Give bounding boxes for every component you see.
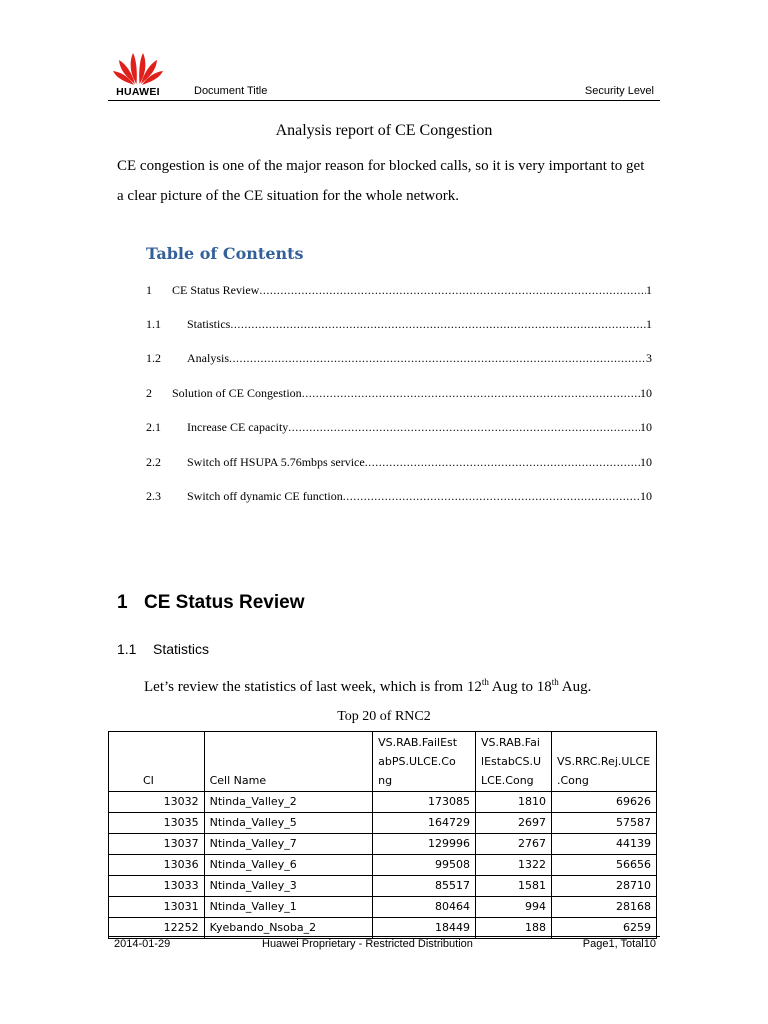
- toc-item-page: 1: [646, 283, 652, 297]
- table-cell: 80464: [373, 897, 476, 918]
- toc-item[interactable]: [146, 455, 652, 471]
- table-column-header: [109, 732, 205, 792]
- toc-leader-dots: [302, 386, 640, 401]
- table-cell: 13033: [109, 876, 205, 897]
- subsection-number: 1.1: [117, 641, 137, 657]
- table-cell: 2767: [476, 834, 552, 855]
- report-title: Analysis report of CE Congestion: [275, 122, 493, 139]
- footer-page-number: Page1, Total10: [582, 938, 656, 950]
- table-cell: Kyebando_Nsoba_2: [204, 918, 373, 939]
- section-number: 1: [117, 592, 128, 613]
- toc-item-label: Switch off HSUPA 5.76mbps service: [187, 455, 365, 469]
- toc-item[interactable]: [146, 420, 652, 436]
- page-header: [108, 50, 660, 101]
- subsection-title: Statistics: [153, 641, 210, 657]
- table-row: [109, 834, 657, 855]
- table-cell: 173085: [373, 792, 476, 813]
- toc-item[interactable]: [146, 489, 652, 505]
- toc-item-label: CE Status Review: [172, 283, 260, 297]
- intro-paragraph: CE congestion is one of the major reason for blocked calls, so it is very important to get a clear picture of the CE situation for the whole network.: [117, 158, 645, 204]
- toc-item[interactable]: [146, 351, 652, 367]
- toc-item-label: Switch off dynamic CE function: [187, 489, 343, 503]
- logo-text: HUAWEI: [116, 86, 160, 98]
- toc-item-number: 2.1: [146, 420, 161, 434]
- toc-heading: Table of Contents: [146, 244, 304, 263]
- huawei-petals-icon: [108, 50, 168, 86]
- toc-item-number: 2: [146, 386, 152, 400]
- table-cell: 1810: [476, 792, 552, 813]
- page-footer: [108, 936, 660, 953]
- toc-item-page: 10: [640, 420, 652, 434]
- document-title: Document Title: [194, 85, 268, 97]
- statistics-table: [108, 731, 657, 939]
- header-line: VS.RRC.Rej.ULCE: [556, 755, 651, 768]
- table-cell: 13035: [109, 813, 205, 834]
- table-cell: Ntinda_Valley_7: [204, 834, 373, 855]
- table-cell: Ntinda_Valley_6: [204, 855, 373, 876]
- table-cell: 188: [476, 918, 552, 939]
- toc-item-page: 3: [646, 351, 652, 365]
- header-line: CI: [143, 774, 154, 787]
- footer-distribution: Huawei Proprietary - Restricted Distribution: [262, 938, 473, 950]
- table-cell: 44139: [551, 834, 656, 855]
- table-cell: 28168: [551, 897, 656, 918]
- table-cell: Ntinda_Valley_2: [204, 792, 373, 813]
- table-cell: 28710: [551, 876, 656, 897]
- table-column-header: [551, 732, 656, 792]
- table-column-header: [373, 732, 476, 792]
- toc-item-label: Increase CE capacity: [187, 420, 289, 434]
- table-column-header: [204, 732, 373, 792]
- section-title: CE Status Review: [144, 592, 305, 613]
- table-row: [109, 897, 657, 918]
- toc-item-number: 1.1: [146, 317, 161, 331]
- table-header-row: [109, 732, 657, 792]
- toc-item-label: Statistics: [187, 317, 231, 331]
- toc-leader-dots: [343, 489, 640, 504]
- table-cell: 69626: [551, 792, 656, 813]
- toc-item-page: 10: [640, 386, 652, 400]
- header-line: Cell Name: [209, 774, 267, 787]
- toc-item-number: 2.2: [146, 455, 161, 469]
- toc-leader-dots: [230, 317, 646, 332]
- header-line: abPS.ULCE.Co: [378, 755, 456, 768]
- table-cell: 164729: [373, 813, 476, 834]
- table-cell: Ntinda_Valley_5: [204, 813, 373, 834]
- header-line: VS.RAB.Fai: [481, 736, 540, 749]
- table-caption: Top 20 of RNC2: [337, 709, 431, 724]
- table-cell: 1322: [476, 855, 552, 876]
- table-cell: 13031: [109, 897, 205, 918]
- toc-item-number: 2.3: [146, 489, 161, 503]
- table-cell: 129996: [373, 834, 476, 855]
- table-cell: Ntinda_Valley_3: [204, 876, 373, 897]
- header-line: .Cong: [556, 774, 589, 787]
- table-column-header: [476, 732, 552, 792]
- toc-item[interactable]: [146, 386, 652, 402]
- table-cell: 13032: [109, 792, 205, 813]
- header-line: LCE.Cong: [481, 774, 534, 787]
- toc-item-label: Solution of CE Congestion: [172, 386, 302, 400]
- table-cell: 13036: [109, 855, 205, 876]
- table-cell: Ntinda_Valley_1: [204, 897, 373, 918]
- table-cell: 56656: [551, 855, 656, 876]
- toc-item-page: 10: [640, 455, 652, 469]
- toc-item[interactable]: [146, 317, 652, 333]
- toc-leader-dots: [229, 351, 646, 366]
- header-line: ng: [378, 774, 393, 787]
- toc-leader-dots: [288, 420, 640, 435]
- table-cell: 99508: [373, 855, 476, 876]
- toc-leader-dots: [365, 455, 640, 470]
- table-cell: 57587: [551, 813, 656, 834]
- table-cell: 6259: [551, 918, 656, 939]
- toc-item-label: Analysis: [187, 351, 229, 365]
- table-cell: 2697: [476, 813, 552, 834]
- toc-item-number: 1: [146, 283, 152, 297]
- statistics-paragraph: Let’s review the statistics of last week, which is from 12th Aug to 18th Aug.: [144, 677, 592, 695]
- header-line: lEstabCS.U: [481, 755, 542, 768]
- toc-item-number: 1.2: [146, 351, 161, 365]
- footer-date: 2014-01-29: [114, 938, 171, 950]
- toc-leader-dots: [259, 283, 646, 298]
- table-row: [109, 855, 657, 876]
- table-cell: 1581: [476, 876, 552, 897]
- security-level: Security Level: [584, 85, 654, 97]
- toc-item-page: 1: [646, 317, 652, 331]
- toc-item-page: 10: [640, 489, 652, 503]
- table-cell: 13037: [109, 834, 205, 855]
- header-line: VS.RAB.FailEst: [378, 736, 458, 749]
- table-cell: 85517: [373, 876, 476, 897]
- table-cell: 12252: [109, 918, 205, 939]
- toc-item[interactable]: [146, 283, 652, 299]
- table-row: [109, 792, 657, 813]
- section-heading-ce-status-review: [117, 592, 305, 614]
- huawei-logo: [108, 50, 168, 100]
- table-row: [109, 813, 657, 834]
- table-row: [109, 876, 657, 897]
- table-cell: 994: [476, 897, 552, 918]
- subsection-heading-statistics: [117, 641, 209, 657]
- table-cell: 18449: [373, 918, 476, 939]
